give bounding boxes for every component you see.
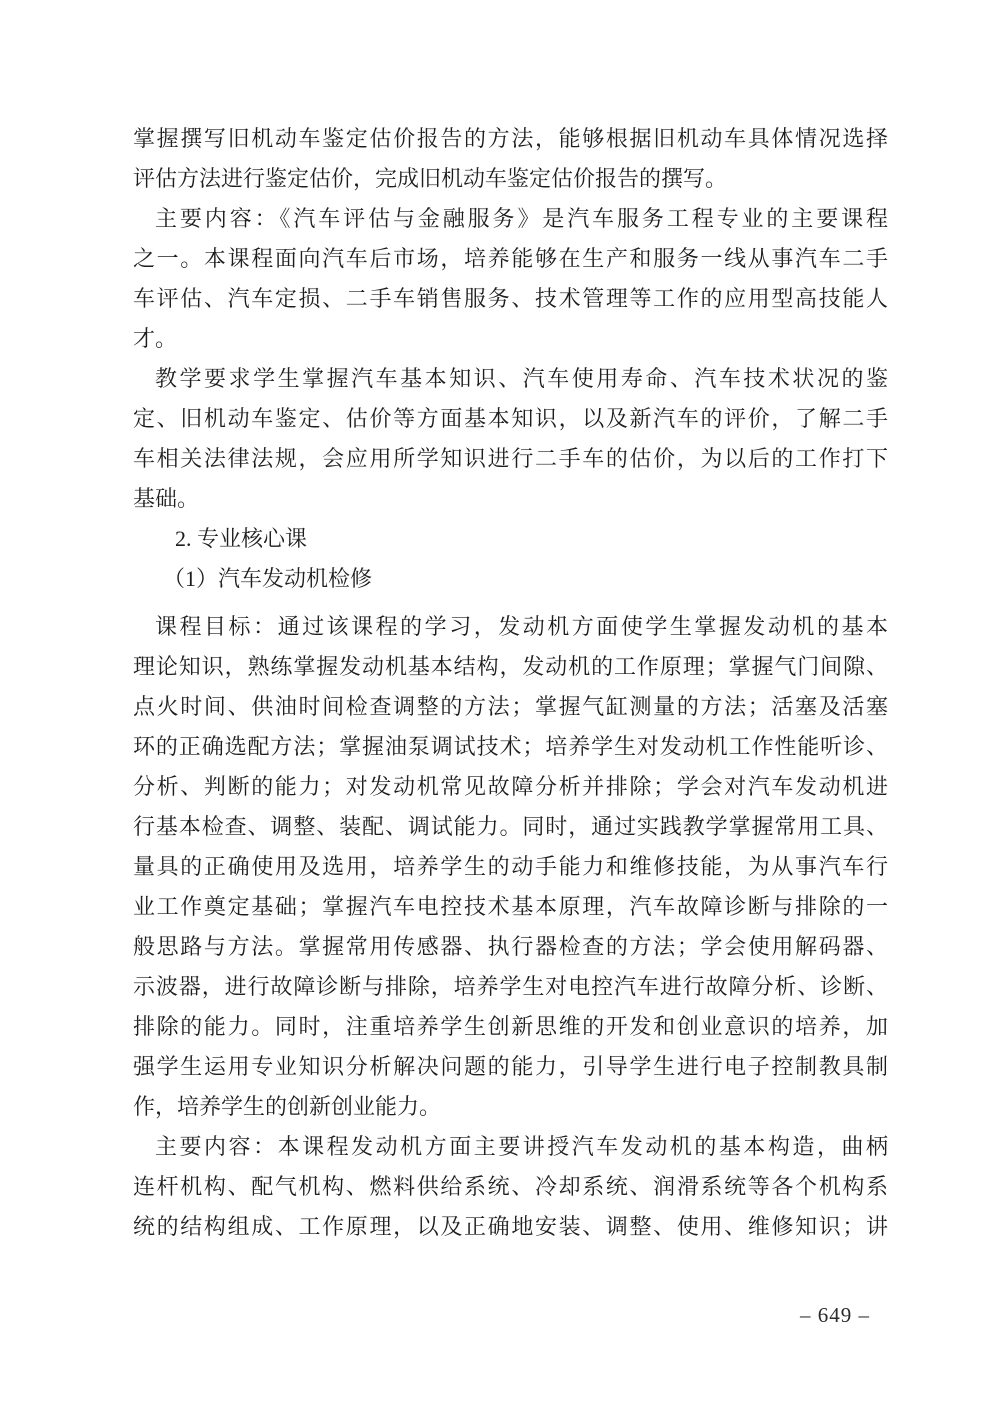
text-line: 定、旧机动车鉴定、估价等方面基本知识，以及新汽车的评价，了解二手 xyxy=(133,406,888,431)
text-line: 主要内容：《汽车评估与金融服务》是汽车服务工程专业的主要课程 xyxy=(155,206,888,231)
paragraph xyxy=(133,199,888,359)
text-line: 2. 专业核心课 xyxy=(175,526,308,551)
document-body xyxy=(133,119,888,1247)
text-line: 掌握撰写旧机动车鉴定估价报告的方法，能够根据旧机动车具体情况选择 xyxy=(133,126,888,151)
text-line: 业工作奠定基础；掌握汽车电控技术基本原理，汽车故障诊断与排除的一 xyxy=(133,894,888,919)
text-line: 基础。 xyxy=(133,486,200,511)
text-line: 车评估、汽车定损、二手车销售服务、技术管理等工作的应用型高技能人 xyxy=(133,286,888,311)
text-line: 般思路与方法。掌握常用传感器、执行器检查的方法；学会使用解码器、 xyxy=(133,934,888,959)
page-number: – 649 – xyxy=(800,1303,870,1327)
text-line: 才。 xyxy=(133,326,178,351)
text-line: 环的正确选配方法；掌握油泵调试技术；培养学生对发动机工作性能听诊、 xyxy=(133,734,888,759)
section-heading xyxy=(133,519,888,559)
paragraph xyxy=(133,359,888,519)
subsection-heading xyxy=(133,559,888,599)
text-line: 排除的能力。同时，注重培养学生创新思维的开发和创业意识的培养，加 xyxy=(133,1014,888,1039)
text-line: 强学生运用专业知识分析解决问题的能力，引导学生进行电子控制教具制 xyxy=(133,1054,888,1079)
text-line: 主要内容：本课程发动机方面主要讲授汽车发动机的基本构造，曲柄 xyxy=(155,1134,888,1159)
text-line: 分析、判断的能力；对发动机常见故障分析并排除；学会对汽车发动机进 xyxy=(133,774,888,799)
text-line: 示波器，进行故障诊断与排除，培养学生对电控汽车进行故障分析、诊断、 xyxy=(133,974,888,999)
text-line: 作，培养学生的创新创业能力。 xyxy=(133,1094,442,1119)
text-line: 量具的正确使用及选用，培养学生的动手能力和维修技能，为从事汽车行 xyxy=(133,854,888,879)
text-line: 评估方法进行鉴定估价，完成旧机动车鉴定估价报告的撰写。 xyxy=(133,166,728,191)
paragraph xyxy=(133,1127,888,1247)
text-line: 行基本检查、调整、装配、调试能力。同时，通过实践教学掌握常用工具、 xyxy=(133,814,888,839)
text-line: 之一。本课程面向汽车后市场，培养能够在生产和服务一线从事汽车二手 xyxy=(133,246,888,271)
paragraph xyxy=(133,607,888,1127)
text-line: 点火时间、供油时间检查调整的方法；掌握气缸测量的方法；活塞及活塞 xyxy=(133,694,888,719)
paragraph xyxy=(133,119,888,199)
text-line: 统的结构组成、工作原理，以及正确地安装、调整、使用、维修知识；讲 xyxy=(133,1214,888,1239)
text-line: （1）汽车发动机检修 xyxy=(163,566,373,591)
text-line: 连杆机构、配气机构、燃料供给系统、冷却系统、润滑系统等各个机构系 xyxy=(133,1174,888,1199)
text-line: 教学要求学生掌握汽车基本知识、汽车使用寿命、汽车技术状况的鉴 xyxy=(155,366,888,391)
text-line: 课程目标：通过该课程的学习，发动机方面使学生掌握发动机的基本 xyxy=(155,614,888,639)
text-line: 理论知识，熟练掌握发动机基本结构，发动机的工作原理；掌握气门间隙、 xyxy=(133,654,888,679)
text-line: 车相关法律法规，会应用所学知识进行二手车的估价，为以后的工作打下 xyxy=(133,446,888,471)
